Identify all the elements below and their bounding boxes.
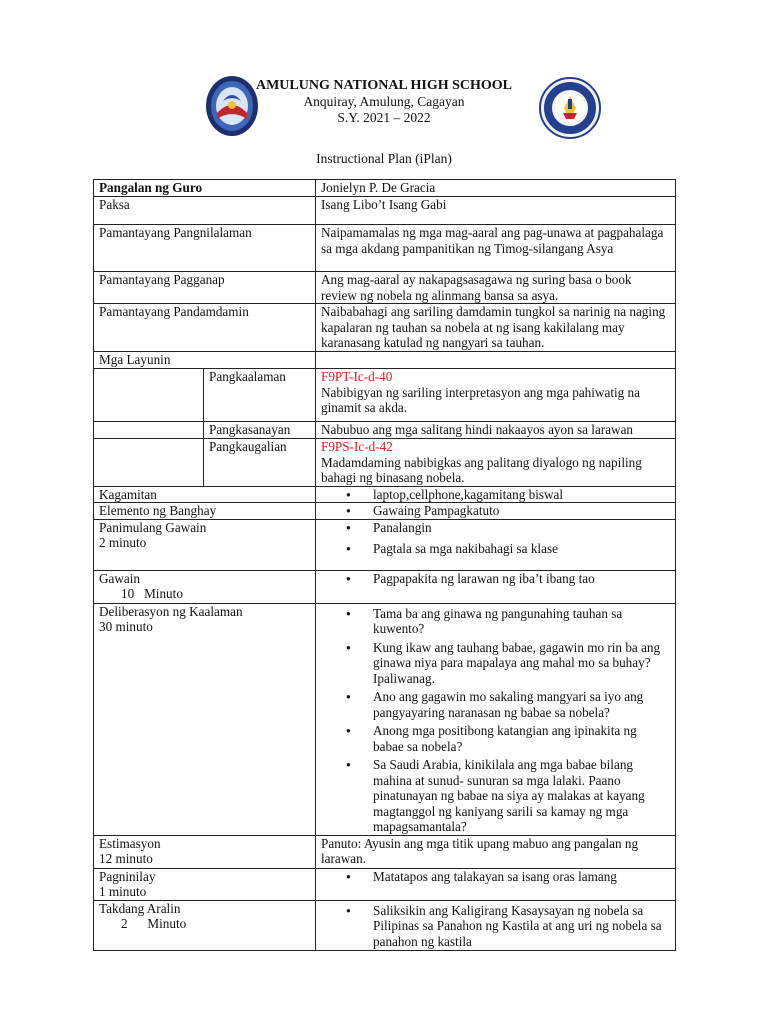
affective-standard-value: Naibabahagi ang sariling damdamin tungkol sa narinig na naging kapalaran ng tauhan sa nobela at ng isang kakilalang may karanasang katulad ng nangyari sa tauhan.	[316, 304, 676, 352]
deped-seal-logo	[530, 77, 610, 139]
table-row	[94, 519, 676, 570]
knowledge-text: Nabibigyan ng sariling interpretasyon ang mga pahiwatig na ginamit sa akda.	[321, 384, 640, 415]
topic-value: Isang Libo’t Isang Gabi	[316, 197, 676, 225]
homework-time: 2 Minuto	[121, 916, 187, 931]
table-row	[94, 868, 676, 900]
homework-label: Takdang Aralin	[99, 900, 181, 916]
values-text: Madamdaming nabibigkas ang palitang diyalogo ng napiling bahagi ng binasang nobela.	[321, 454, 642, 485]
plot-element-label: Elemento ng Banghay	[94, 503, 316, 520]
knowledge-value	[316, 369, 676, 422]
table-row	[94, 486, 676, 503]
objectives-label: Mga Layunin	[94, 352, 316, 369]
activity-label: Gawain	[99, 570, 141, 586]
document-header	[0, 78, 768, 126]
list-item: ● laptop,cellphone,kagamitang biswal	[321, 487, 670, 503]
intro-activity-label: Panimulang Gawain	[99, 519, 207, 535]
reflection-label: Pagninilay	[99, 868, 156, 884]
estimation-label: Estimasyon	[99, 835, 161, 851]
list-item: ● Anong mga positibong katangian ang ipinakita ng babae sa nobela?	[321, 723, 670, 754]
homework-cell	[94, 900, 316, 950]
values-value	[316, 439, 676, 487]
table-row	[94, 272, 676, 304]
values-label: Pangkaugalian	[204, 439, 316, 487]
table-row	[94, 369, 676, 422]
table-row	[94, 570, 676, 603]
table-row	[94, 180, 676, 197]
list-item: ● Pagtala sa mga nakibahagi sa klase	[321, 541, 670, 557]
list-item: ● Sa Saudi Arabia, kinikilala ang mga babae bilang mahina at sunud- sunuran sa mga lalaki. Paano pinatunayan ng babae na siya ay malakas at kayang magtanggol ng kaniyang sarili sa kamay ng mga mapagsamantala?	[321, 757, 670, 835]
skills-label: Pangkasanayan	[204, 422, 316, 439]
deliberation-label: Deliberasyon ng Kaalaman	[99, 603, 243, 619]
activity-cell	[94, 570, 316, 603]
estimation-value: Panuto: Ayusin ang mga titik upang mabuo ang pangalan ng larawan.	[316, 835, 676, 868]
content-standard-value: Naipamamalas ng mga mag-aaral ang pag-unawa at pagpahalaga sa mga akdang pampanitikan ng Timog-silangang Asya	[316, 225, 676, 272]
list-item: ● Pagpapakita ng larawan ng iba’t ibang tao	[321, 571, 670, 587]
reflection-cell	[94, 868, 316, 900]
estimation-time: 12 minuto	[99, 851, 153, 866]
affective-standard-label: Pamantayang Pandamdamin	[94, 304, 316, 352]
list-item: ● Tama ba ang ginawa ng pangunahing tauhan sa kuwento?	[321, 606, 670, 637]
list-item: ● Gawaing Pampagkatuto	[321, 503, 670, 519]
table-row	[94, 225, 676, 272]
list-item: ● Panalangin	[321, 520, 670, 536]
intro-activity-time: 2 minuto	[99, 535, 147, 550]
competency-code: F9PT-Ic-d-40	[321, 369, 393, 384]
reflection-time: 1 minuto	[99, 884, 147, 899]
estimation-cell	[94, 835, 316, 868]
school-year: S.Y. 2021 – 2022	[337, 110, 431, 125]
school-address: Anquiray, Amulung, Cagayan	[303, 94, 465, 109]
table-row	[94, 900, 676, 950]
activity-time: 10 Minuto	[121, 586, 183, 601]
knowledge-label: Pangkaalaman	[204, 369, 316, 422]
instructional-plan-table	[93, 179, 676, 951]
teacher-label: Pangalan ng Guro	[94, 180, 316, 197]
table-row	[94, 422, 676, 439]
content-standard-label: Pamantayang Pangnilalaman	[94, 225, 316, 272]
deliberation-cell	[94, 603, 316, 835]
document-title: Instructional Plan (iPlan)	[316, 151, 452, 166]
performance-standard-value: Ang mag-aaral ay nakapagsasagawa ng suring basa o book review ng nobela ng alinmang bansa sa asya.	[316, 272, 676, 304]
topic-label: Paksa	[94, 197, 316, 225]
teacher-name: Jonielyn P. De Gracia	[316, 180, 676, 197]
school-name: AMULUNG NATIONAL HIGH SCHOOL	[255, 78, 513, 93]
deliberation-time: 30 minuto	[99, 619, 153, 634]
materials-label: Kagamitan	[94, 486, 316, 503]
table-row	[94, 835, 676, 868]
intro-activity-cell	[94, 519, 316, 570]
list-item: ● Kung ikaw ang tauhang babae, gagawin mo rin ba ang ginawa niya para mapalaya ang mahal mo sa buhay? Ipaliwanag.	[321, 640, 670, 687]
table-row	[94, 503, 676, 520]
list-item: ● Matatapos ang talakayan sa isang oras lamang	[321, 869, 670, 885]
competency-code: F9PS-Ic-d-42	[321, 439, 393, 454]
table-row	[94, 197, 676, 225]
list-item: ● Saliksikin ang Kaligirang Kasaysayan ng nobela sa Pilipinas sa Panahon ng Kastila at ang uri ng nobela sa panahon ng kastila	[321, 903, 670, 950]
table-row	[94, 439, 676, 487]
table-row	[94, 304, 676, 352]
skills-value: Nabubuo ang mga salitang hindi nakaayos ayon sa larawan	[316, 422, 676, 439]
performance-standard-label: Pamantayang Pagganap	[94, 272, 316, 304]
list-item: ● Ano ang gagawin mo sakaling mangyari sa iyo ang pangyayaring naranasan ng babae sa nobela?	[321, 689, 670, 720]
table-row	[94, 603, 676, 835]
table-row	[94, 352, 676, 369]
